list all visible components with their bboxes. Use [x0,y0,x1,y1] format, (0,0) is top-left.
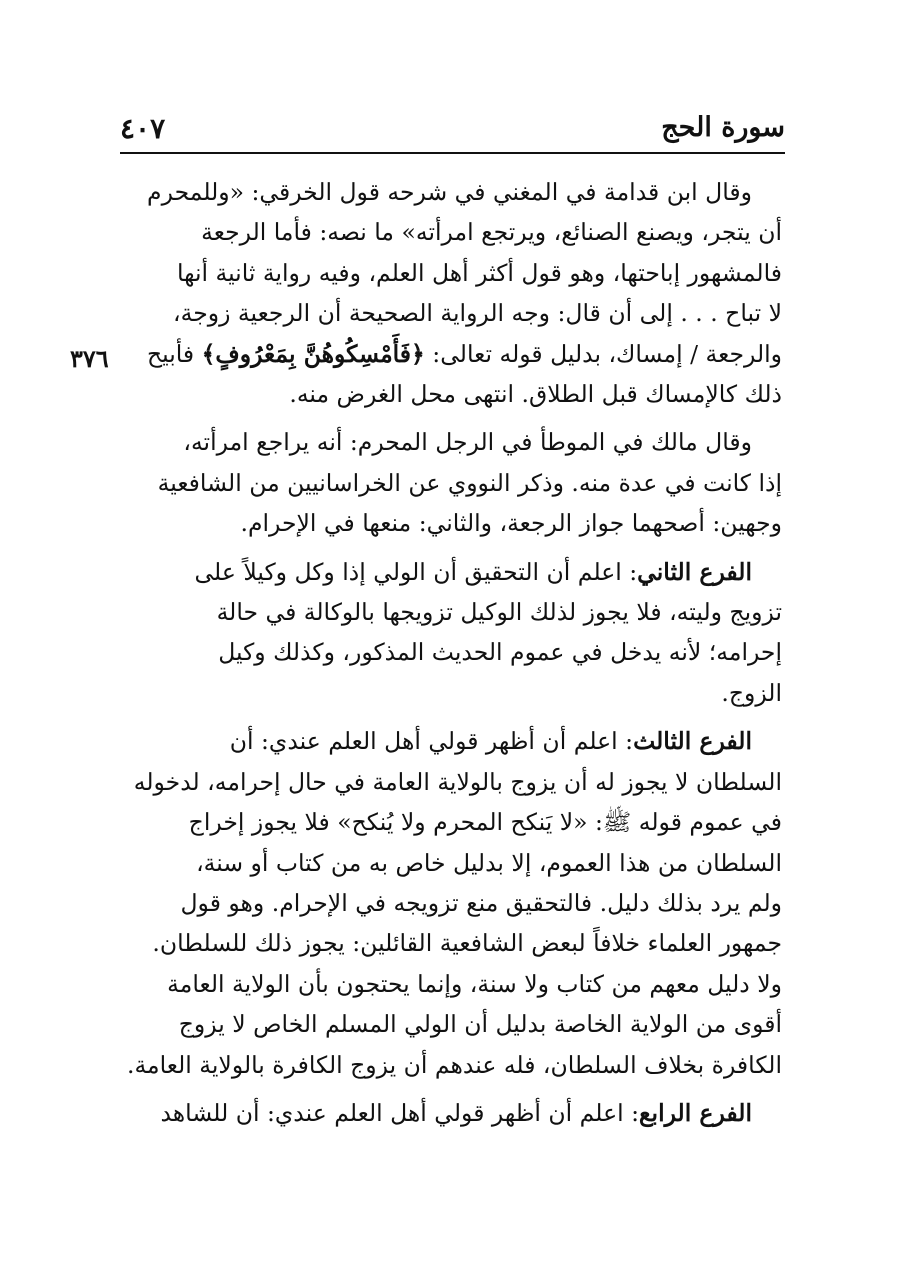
text-line: إحرامه؛ لأنه يدخل في عموم الحديث المذكور، وكذلك وكيل [218,638,782,667]
page-header [120,108,785,154]
quran-verse: ﴿فَأَمْسِكُوهُنَّ بِمَعْرُوفٍ﴾ [201,339,425,368]
paragraph-malik [117,422,782,543]
section-heading: الفرع الثالث [633,727,752,756]
margin-reference-number: ٣٧٦ [70,344,109,373]
text-line [117,552,782,592]
text-line: وجهين: أصحهما جواز الرجعة، والثاني: منعها في الإحرام. [240,509,782,538]
text-line: الكافرة بخلاف السلطان، فله عندهم أن يزوج الكافرة بالولاية العامة. [126,1050,782,1079]
text-segment: : اعلم أن التحقيق أن الولي إذا وكل وكيلاً على [194,557,638,586]
text-line: ولا دليل معهم من كتاب ولا سنة، وإنما يحتجون بأن الولاية العامة [167,969,782,998]
text-line: ولم يرد بذلك دليل. فالتحقيق منع تزويجه في الإحرام. وهو قول [180,888,782,917]
surah-name: سورة الحج [661,112,785,143]
text-line: إذا كانت في عدة منه. وذكر النووي عن الخراسانيين من الشافعية [157,468,782,497]
text-line [117,334,782,374]
text-segment: : اعلم أن أظهر قولي أهل العلم عندي: أن [229,727,634,756]
text-line: ذلك كالإمساك قبل الطلاق. انتهى محل الغرض منه. [289,380,782,409]
text-line: الزوج. [721,678,782,707]
text-line [117,721,782,761]
paragraph-fourth-branch [117,1093,782,1133]
text-line: تزويج وليته، فلا يجوز لذلك الوكيل تزويجها بالوكالة في حالة [216,598,782,627]
text-line: في عموم قوله ﷺ: «لا يَنكح المحرم ولا يُنكح» فلا يجوز إخراج [188,808,782,837]
text-line [117,1093,782,1133]
text-line: وقال مالك في الموطأ في الرجل المحرم: أنه يراجع امرأته، [183,428,752,457]
text-segment: والرجعة / إمساك، بدليل قوله تعالى: [424,339,782,368]
text-line: أقوى من الولاية الخاصة بدليل أن الولي المسلم الخاص لا يزوج [178,1010,782,1039]
text-line: لا تباح . . . إلى أن قال: وجه الرواية الصحيحة أن الرجعية زوجة، [173,299,782,328]
text-segment: : اعلم أن أظهر قولي أهل العلم عندي: أن للشاهد [160,1098,640,1127]
text-line: فالمشهور إباحتها، وهو قول أكثر أهل العلم، وفيه رواية ثانية أنها [176,258,782,287]
text-line: السلطان لا يجوز له أن يزوج بالولاية العامة في حال إحرامه، لدخوله [133,767,782,796]
text-line: السلطان من هذا العموم، إلا بدليل خاص به من كتاب أو سنة، [196,848,782,877]
section-heading: الفرع الثاني [637,557,752,586]
paragraph-second-branch [117,552,782,714]
paragraph-third-branch [117,721,782,1085]
text-segment: فأبيح [146,339,202,368]
page-number: ٤٠٧ [120,112,166,145]
paragraph-ibn-qudama [117,172,782,414]
section-heading: الفرع الرابع [639,1098,752,1127]
page-body [117,172,782,1133]
text-line: أن يتجر، ويصنع الصنائع، ويرتجع امرأته» ما نصه: فأما الرجعة [201,218,782,247]
text-line: وقال ابن قدامة في المغني في شرحه قول الخرقي: «وللمحرم [147,178,752,206]
text-line: جمهور العلماء خلافاً لبعض الشافعية القائلين: يجوز ذلك للسلطان. [152,929,782,958]
